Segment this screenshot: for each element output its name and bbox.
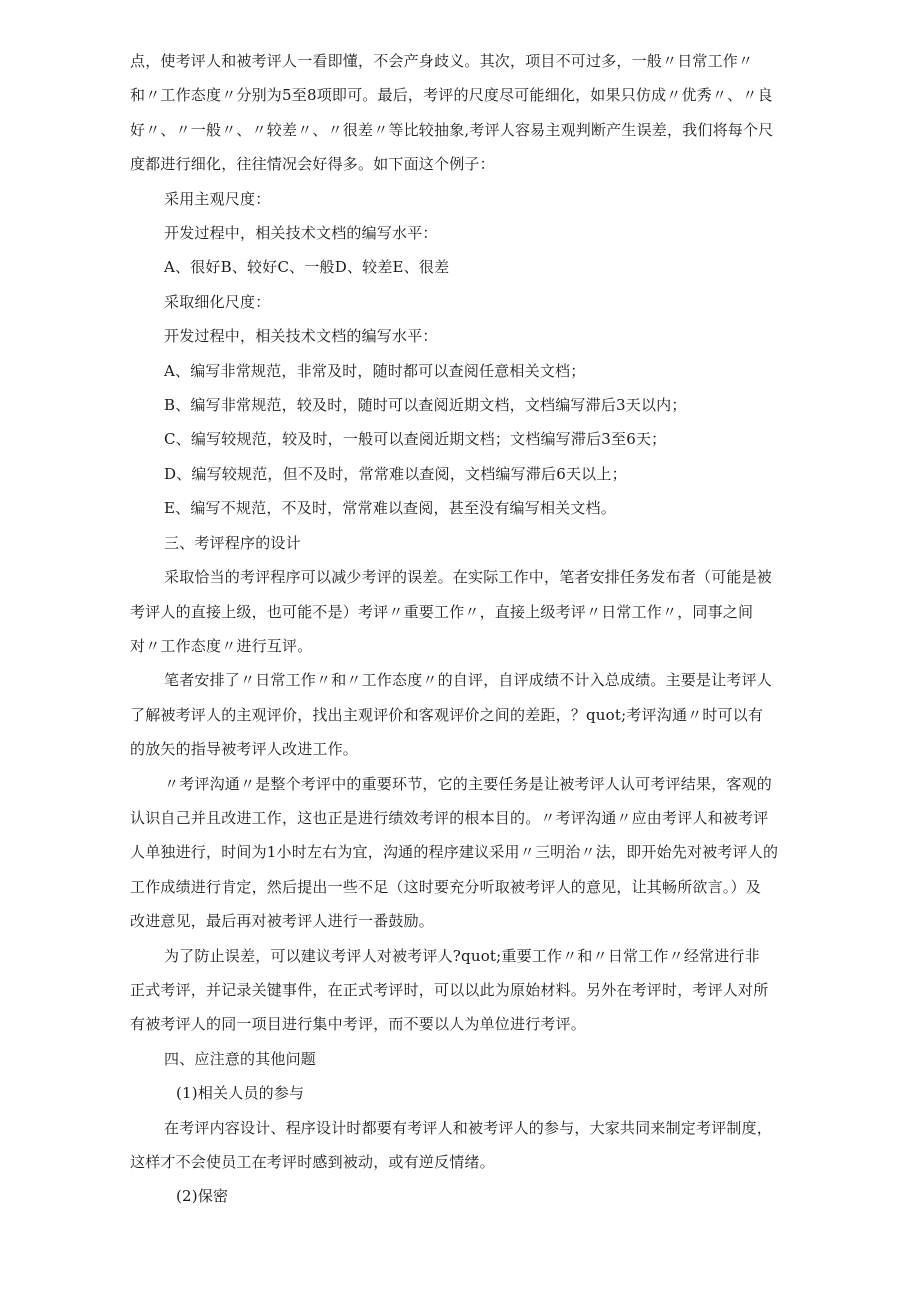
paragraph xyxy=(130,491,790,525)
paragraph xyxy=(130,595,790,664)
text-line: 采用主观尺度： xyxy=(164,189,271,208)
paragraph xyxy=(130,250,790,284)
text-line: 笔者安排了〃日常工作〃和〃工作态度〃的自评，自评成绩不计入总成绩。主要是让考评人 xyxy=(164,671,773,690)
text-line: 对〃工作态度〃进行互评。 xyxy=(130,636,313,655)
text-line: 的放矢的指导被考评人改进工作。 xyxy=(130,740,359,759)
text-line: D、编写较规范，但不及时，常常难以查阅，文档编写滞后6天以上； xyxy=(164,464,627,483)
paragraph xyxy=(130,388,790,422)
text-line: 这样才不会使员工在考评时感到被动，或有逆反情绪。 xyxy=(130,1153,495,1171)
text-line: 三、考评程序的设计 xyxy=(164,533,301,552)
paragraph xyxy=(130,1145,790,1179)
paragraph xyxy=(130,767,790,801)
document-body xyxy=(130,44,790,1214)
text-line: A、很好B、较好C、一般D、较差E、很差 xyxy=(164,258,450,277)
paragraph xyxy=(130,1042,790,1076)
text-line: E、编写不规范，不及时，常常难以查阅，甚至没有编写相关文档。 xyxy=(164,499,616,518)
text-line: 考评人的直接上级，也可能不是）考评〃重要工作〃，直接上级考评〃日常工作〃，同事之间 xyxy=(130,602,754,621)
text-line: 改进意见，最后再对被考评人进行一番鼓励。 xyxy=(130,912,435,931)
text-line: 为了防止误差，可以建议考评人对被考评人?quot;重要工作〃和〃日常工作〃经常进行非 xyxy=(164,946,760,965)
paragraph xyxy=(130,285,790,319)
text-line: 人单独进行，时间为1小时左右为宜，沟通的程序建议采用〃三明治〃法，即开始先对被考评人的 xyxy=(130,843,779,862)
text-line: 和〃工作态度〃分别为5至8项即可。最后，考评的尺度尽可能细化，如果只仿成〃优秀〃、〃良 xyxy=(130,86,773,105)
text-line: 工作成绩进行肯定，然后提出一些不足（这时要充分听取被考评人的意见，让其畅所欲言。）及 xyxy=(130,877,761,896)
paragraph xyxy=(130,354,790,388)
text-line: C、编写较规范，较及时，一般可以查阅近期文档；文档编写滞后3至6天； xyxy=(164,430,667,449)
text-line: A、编写非常规范，非常及时，随时都可以查阅任意相关文档； xyxy=(164,361,586,380)
text-line: 四、应注意的其他问题 xyxy=(164,1049,317,1068)
text-line: 开发过程中，相关技术文档的编写水平： xyxy=(164,327,438,346)
paragraph xyxy=(130,216,790,250)
text-line: 了解被考评人的主观评价，找出主观评价和客观评价之间的差距，？quot;考评沟通〃时可以有 xyxy=(130,705,764,724)
paragraph xyxy=(130,560,790,594)
text-line: 采取细化尺度： xyxy=(164,292,271,311)
paragraph xyxy=(130,422,790,456)
paragraph xyxy=(130,801,790,939)
text-line: B、编写非常规范，较及时，随时可以查阅近期文档，文档编写滞后3天以内； xyxy=(164,396,687,415)
paragraph xyxy=(130,526,790,560)
paragraph xyxy=(130,1076,790,1110)
text-line: 点，使考评人和被考评人一看即懂，不会产身歧义。其次，项目不可过多，一般〃日常工作〃 xyxy=(130,52,754,70)
text-line: 开发过程中，相关技术文档的编写水平： xyxy=(164,224,438,243)
paragraph xyxy=(130,939,790,973)
text-line: 〃考评沟通〃是整个考评中的重要环节，它的主要任务是让被考评人认可考评结果，客观的 xyxy=(164,774,773,793)
text-line: (2)保密 xyxy=(176,1187,229,1206)
paragraph xyxy=(130,457,790,491)
text-line: (1)相关人员的参与 xyxy=(176,1084,305,1103)
paragraph xyxy=(130,182,790,216)
paragraph xyxy=(130,663,790,697)
paragraph xyxy=(130,1111,790,1145)
text-line: 认识自己并且改进工作，这也正是进行绩效考评的根本目的。〃考评沟通〃应由考评人和被考评 xyxy=(130,808,769,827)
text-line: 在考评内容设计、程序设计时都要有考评人和被考评人的参与，大家共同来制定考评制度， xyxy=(164,1118,773,1137)
text-line: 好〃、〃一般〃、〃较差〃、〃很差〃等比较抽象,考评人容易主观判断产生误差，我们将每个尺 xyxy=(130,120,774,139)
text-line: 度都进行细化，往往情况会好得多。如下面这个例子： xyxy=(130,155,495,174)
text-line: 有被考评人的同一项目进行集中考评，而不要以人为单位进行考评。 xyxy=(130,1015,587,1034)
paragraph xyxy=(130,1179,790,1213)
text-line: 正式考评，并记录关键事件，在正式考评时，可以以此为原始材料。另外在考评时，考评人对所 xyxy=(130,980,769,999)
text-line: 采取恰当的考评程序可以减少考评的误差。在实际工作中，笔者安排任务发布者（可能是被 xyxy=(164,568,773,587)
paragraph xyxy=(130,698,790,767)
paragraph xyxy=(130,319,790,353)
paragraph xyxy=(130,973,790,1042)
paragraph xyxy=(130,44,790,182)
